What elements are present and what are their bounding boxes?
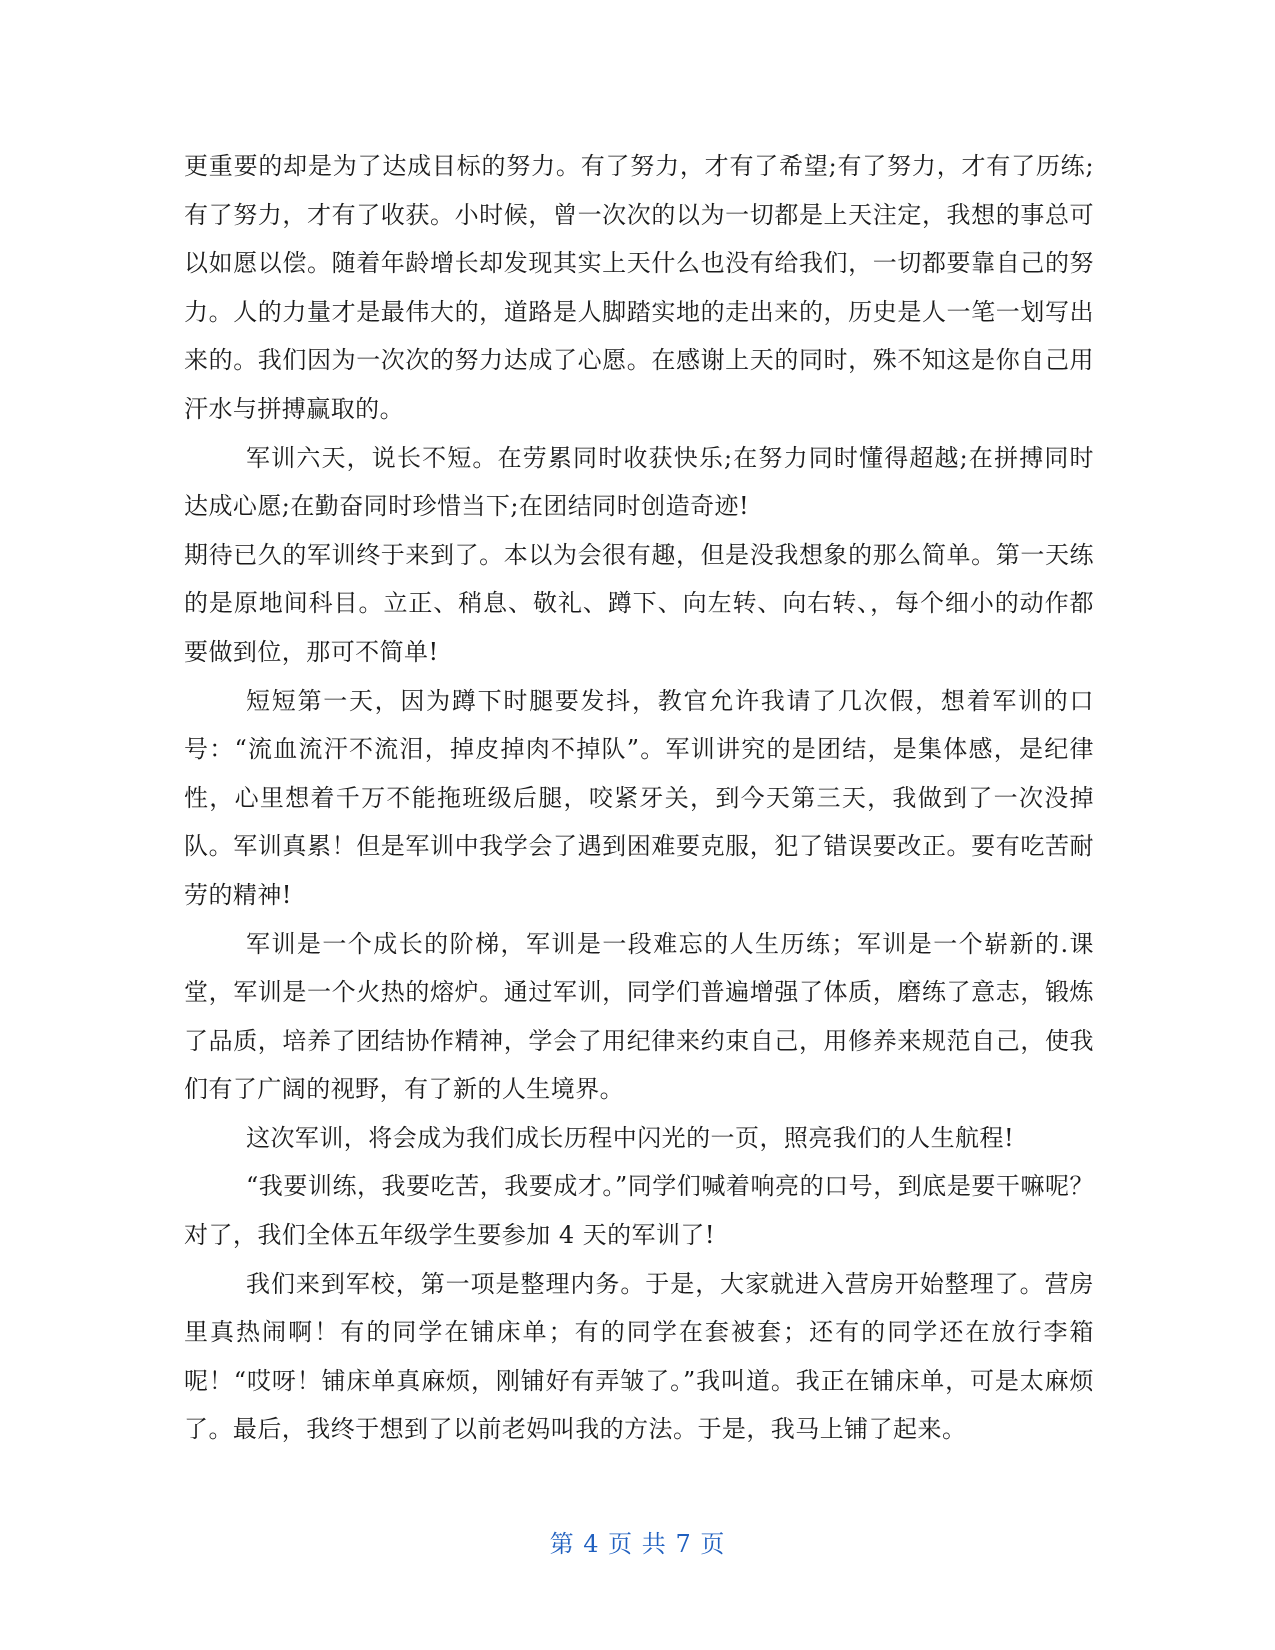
document-body	[184, 142, 1094, 1454]
paragraph-first-day: 短短第一天，因为蹲下时腿要发抖，教官允许我请了几次假，想着军训的口号：“流血流汗不流泪，掉皮掉肉不掉队”。军训讲究的是团结，是集体感，是纪律性，心里想着千万不能拖班级后腿，咬紧牙关，到今天第三天，我做到了一次没掉队。军训真累！但是军训中我学会了遇到困难要克服，犯了错误要改正。要有吃苦耐劳的精神!	[184, 686, 1094, 909]
paragraph-long-awaited: 期待已久的军训终于来到了。本以为会很有趣，但是没我想象的那么简单。第一天练的是原地间科目。立正、稍息、敬礼、蹲下、向左转、向右转、，每个细小的动作都要做到位，那可不简单!	[184, 540, 1094, 666]
paragraph-six-days: 军训六天，说长不短。在劳累同时收获快乐;在努力同时懂得超越;在拼搏同时达成心愿;在勤奋同时珍惜当下;在团结同时创造奇迹!	[184, 443, 1094, 521]
page-number-footer: 第 4 页 共 7 页	[549, 1530, 726, 1558]
paragraph-slogan: “我要训练，我要吃苦，我要成才。”同学们喊着响亮的口号，到底是要干嘛呢？对了，我们全体五年级学生要参加 4 天的军训了!	[184, 1172, 1094, 1250]
paragraph-growth-ladder: 军训是一个成长的阶梯，军训是一段难忘的人生历练；军训是一个崭新的.课堂，军训是一个火热的熔炉。通过军训，同学们普遍增强了体质，磨练了意志，锻炼了品质，培养了团结协作精神，学会了用纪律来约束自己，用修养来规范自己，使我们有了广阔的视野，有了新的人生境界。	[184, 929, 1094, 1104]
paragraph-continued: 更重要的却是为了达成目标的努力。有了努力，才有了希望;有了努力，才有了历练;有了努力，才有了收获。小时候，曾一次次的以为一切都是上天注定，我想的事总可以如愿以偿。随着年龄增长却发现其实上天什么也没有给我们，一切都要靠自己的努力。人的力量才是最伟大的，道路是人脚踏实地的走出来的，历史是人一笔一划写出来的。我们因为一次次的努力达成了心愿。在感谢上天的同时，殊不知这是你自己用汗水与拼搏赢取的。	[184, 152, 1094, 423]
paragraph-dormitory: 我们来到军校，第一项是整理内务。于是，大家就进入营房开始整理了。营房里真热闹啊！有的同学在铺床单；有的同学在套被套；还有的同学还在放行李箱呢！“哎呀！铺床单真麻烦，刚铺好有弄皱了。”我叫道。我正在铺床单，可是太麻烦了。最后，我终于想到了以前老妈叫我的方法。于是，我马上铺了起来。	[184, 1269, 1094, 1444]
paragraph-shining-page: 这次军训，将会成为我们成长历程中闪光的一页，照亮我们的人生航程!	[246, 1123, 1015, 1152]
